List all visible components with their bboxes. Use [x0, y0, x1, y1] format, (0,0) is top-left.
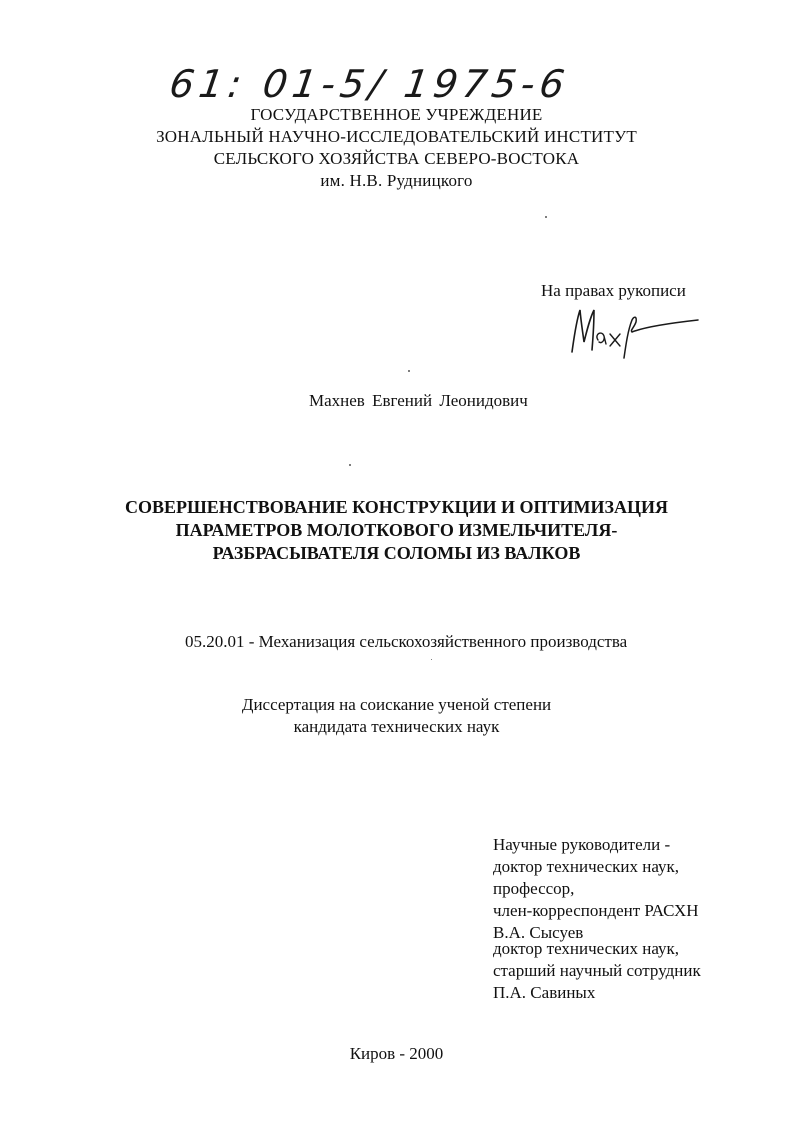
supervisor-1-membership: член-корреспондент РАСХН [493, 901, 699, 920]
institution-line-2: ЗОНАЛЬНЫЙ НАУЧНО-ИССЛЕДОВАТЕЛЬСКИЙ ИНСТИТУТ [156, 127, 637, 146]
institution-line-1: ГОСУДАРСТВЕННОЕ УЧРЕЖДЕНИЕ [250, 105, 543, 124]
degree-statement [0, 694, 793, 738]
supervisor-block-2 [493, 938, 701, 1004]
degree-line-2: кандидата технических наук [293, 717, 500, 736]
specialty-code: 05.20.01 - Механизация сельскохозяйственного производства [185, 632, 628, 651]
scan-speck [545, 216, 547, 218]
scan-speck [431, 659, 432, 660]
thesis-title-line-2: ПАРАМЕТРОВ МОЛОТКОВОГО ИЗМЕЛЬЧИТЕЛЯ- [175, 520, 618, 540]
institution-named-after: им. Н.В. Рудницкого [320, 171, 473, 190]
supervisor-2-name: П.А. Савиных [493, 983, 596, 1002]
thesis-title-line-3: РАЗБРАСЫВАТЕЛЯ СОЛОМЫ ИЗ ВАЛКОВ [212, 543, 581, 563]
manuscript-rights-note: На правах рукописи [541, 281, 686, 300]
supervisor-2-position: старший научный сотрудник [493, 961, 701, 980]
supervisor-2-degree: доктор технических наук, [493, 939, 680, 958]
author-name: Махнев Евгений Леонидович [309, 391, 528, 410]
thesis-title-line-1: СОВЕРШЕНСТВОВАНИЕ КОНСТРУКЦИИ И ОПТИМИЗАЦИЯ [124, 497, 669, 517]
handwritten-archive-number: 61: 01-5/ 1975-6 [166, 62, 573, 106]
institution-line-3: СЕЛЬСКОГО ХОЗЯЙСТВА СЕВЕРО-ВОСТОКА [213, 149, 580, 168]
scan-speck [349, 464, 351, 466]
supervisor-1-title: профессор, [493, 879, 575, 898]
supervisors-heading: Научные руководители - [493, 835, 671, 854]
supervisor-1-name: В.А. Сысуев [493, 923, 584, 942]
city-and-year: Киров - 2000 [349, 1044, 444, 1063]
author-signature [562, 300, 702, 362]
supervisor-1-degree: доктор технических наук, [493, 857, 680, 876]
institution-block [0, 104, 793, 192]
thesis-title [0, 496, 793, 565]
supervisor-block-1 [493, 834, 699, 944]
degree-line-1: Диссертация на соискание ученой степени [241, 695, 552, 714]
scan-speck [408, 370, 410, 372]
